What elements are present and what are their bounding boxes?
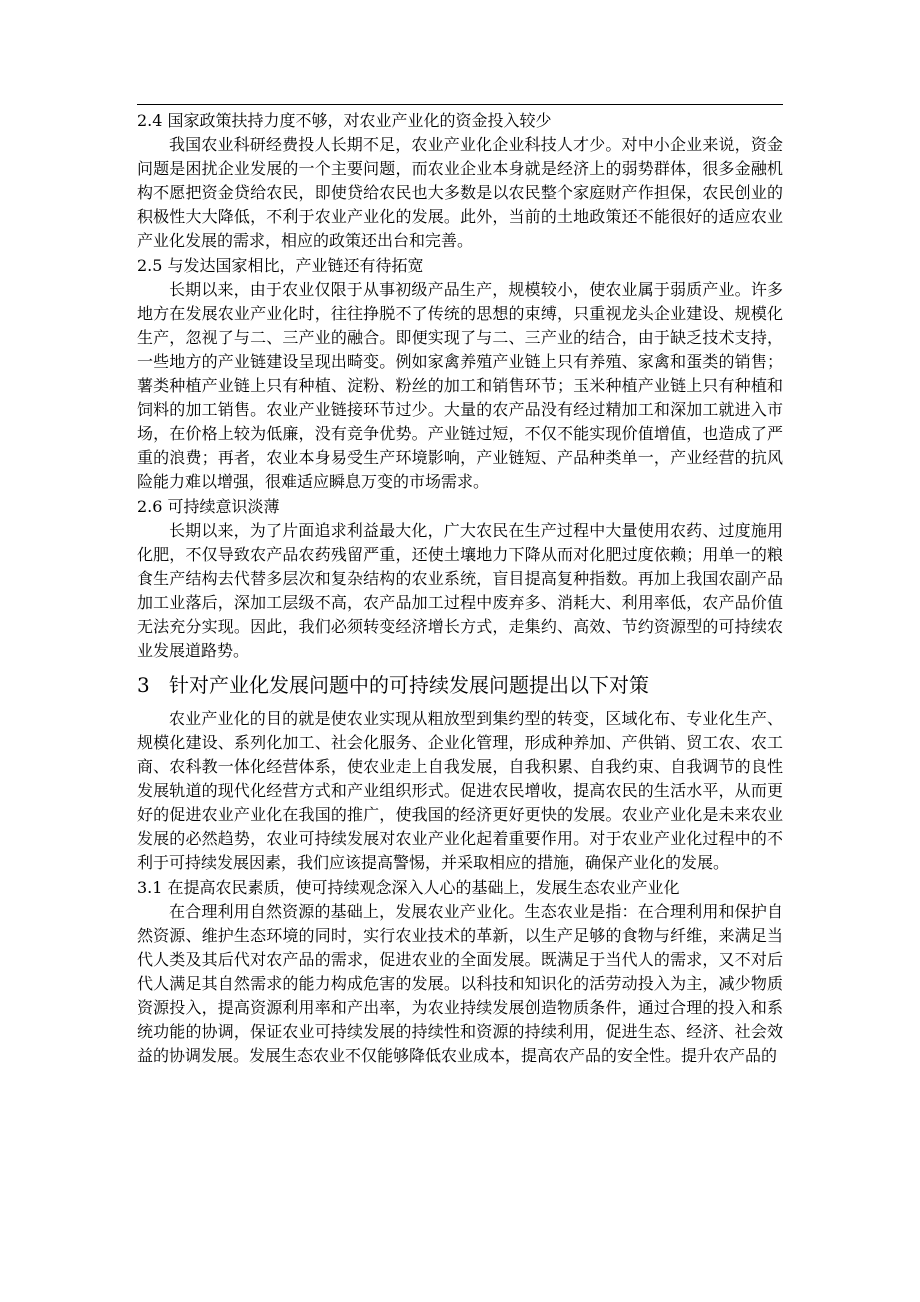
section-body-3-1: 在合理利用自然资源的基础上，发展农业产业化。生态农业是指：在合理利用和保护自然资源、维护生态环境的同时，实行农业技术的革新，以生产足够的食物与纤维，来满足当代人类及其后代对农产品的需求，促进农业的全面发展。既满足于当代人的需求，又不对后代人满足其自然需求的能力构成危害的发展。以科技和知识化的活劳动投入为主，减少物质资源投入，提高资源利用率和产出率，为农业持续发展创造物质条件，通过合理的投入和系统功能的协调，保证农业可持续发展的持续性和资源的持续利用，促进生态、经济、社会效益的协调发展。发展生态农业不仅能够降低农业成本，提高农产品的安全性。提升农产品的	[137, 902, 783, 1065]
chapter-title: 针对产业化发展问题中的可持续发展问题提出以下对策	[169, 673, 649, 697]
section-heading-2-5: 2.5 与发达国家相比，产业链还有待拓宽	[137, 256, 424, 275]
chapter-intro: 农业产业化的目的就是使农业实现从粗放型到集约型的转变，区域化布、专业化生产、规模化建设、系列化加工、社会化服务、企业化管理，形成种养加、产供销、贸工农、农工商、农科教一体化经营体系，使农业走上自我发展，自我积累、自我约束、自我调节的良性发展轨道的现代化经营方式和产业组织形式。促进农民增收，提高农民的生活水平，从而更好的促进农业产业化在我国的推广，使我国的经济更好更快的发展。农业产业化是未来农业发展的必然趋势，农业可持续发展对农业产业化起着重要作用。对于农业产业化过程中的不利于可持续发展因素，我们应该提高警惕，并采取相应的措施，确保产业化的发展。	[137, 709, 783, 872]
header-rule	[137, 104, 783, 105]
section-body-2-4: 我国农业科研经费投人长期不足，农业产业化企业科技人才少。对中小企业来说，资金问题是困扰企业发展的一个主要问题，而农业企业本身就是经济上的弱势群体，很多金融机构不愿把资金贷给农民，即使贷给农民也大多数是以农民整个家庭财产作担保，农民创业的积极性大大降低，不利于农业产业化的发展。此外，当前的土地政策还不能很好的适应农业产业化发展的需求，相应的政策还出台和完善。	[137, 135, 783, 250]
section-heading-3-1: 3.1 在提高农民素质，使可持续观念深入人心的基础上，发展生态农业产业化	[137, 878, 680, 897]
section-heading-2-4: 2.4 国家政策扶持力度不够，对农业产业化的资金投入较少	[137, 111, 552, 130]
chapter-heading-3	[137, 671, 783, 699]
section-heading-2-6: 2.6 可持续意识淡薄	[137, 497, 280, 516]
section-body-2-5: 长期以来，由于农业仅限于从事初级产品生产，规模较小，使农业属于弱质产业。许多地方在发展农业产业化时，往往挣脱不了传统的思想的束缚，只重视龙头企业建设、规模化生产，忽视了与二、三产业的融合。即便实现了与二、三产业的结合，由于缺乏技术支持，一些地方的产业链建设呈现出畸变。例如家禽养殖产业链上只有养殖、家禽和蛋类的销售；薯类种植产业链上只有种植、淀粉、粉丝的加工和销售环节；玉米种植产业链上只有种植和饲料的加工销售。农业产业链接环节过少。大量的农产品没有经过精加工和深加工就进入市场，在价格上较为低廉，没有竞争优势。产业链过短，不仅不能实现价值增值，也造成了严重的浪费；再者，农业本身易受生产环境影响，产业链短、产品种类单一，产业经营的抗风险能力难以增强，很难适应瞬息万变的市场需求。	[137, 280, 783, 491]
chapter-number: 3	[137, 673, 150, 697]
section-body-2-6: 长期以来，为了片面追求利益最大化，广大农民在生产过程中大量使用农药、过度施用化肥，不仅导致农产品农药残留严重，还使土壤地力下降从而对化肥过度依赖；用单一的粮食生产结构去代替多层次和复杂结构的农业系统，盲目提高复种指数。再加上我国农副产品加工业落后，深加工层级不高，农产品加工过程中废弃多、消耗大、利用率低，农产品价值无法充分实现。因此，我们必须转变经济增长方式，走集约、高效、节约资源型的可持续农业发展道路势。	[137, 521, 783, 660]
page-content	[137, 108, 783, 1068]
